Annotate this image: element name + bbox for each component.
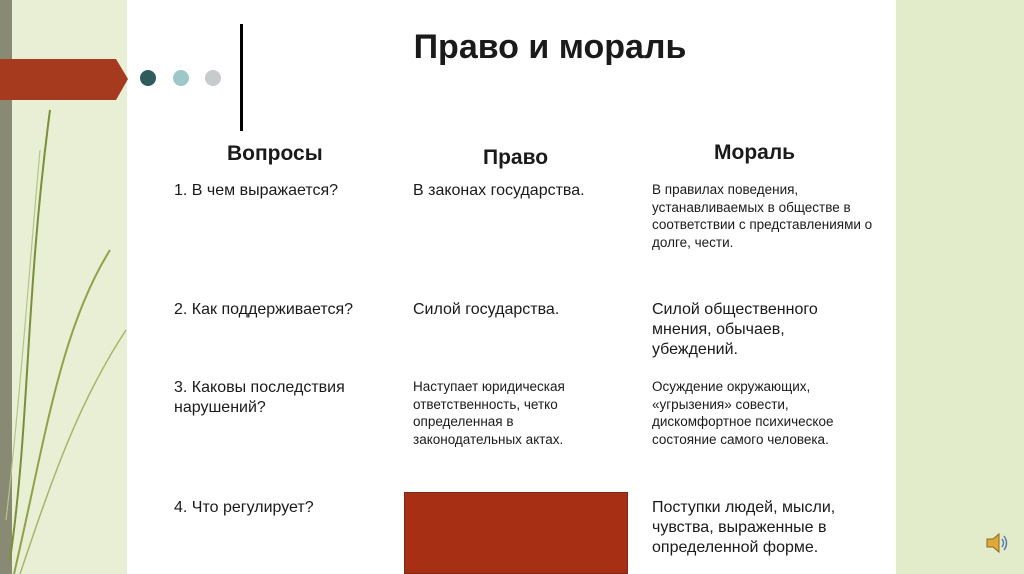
- header-law: Право: [483, 146, 549, 169]
- header-questions: Вопросы: [227, 142, 323, 165]
- decor-dot-dark: [140, 70, 156, 86]
- row1-morality: В правилах поведения, устанавливаемых в обществе в соответствии с представлениями о долге, чести.: [652, 182, 873, 250]
- header-morality: Мораль: [714, 141, 796, 164]
- row4-law-hidden-box[interactable]: [404, 492, 628, 574]
- row4-question: 4. Что регулирует?: [174, 499, 314, 516]
- decor-dot-light: [173, 70, 189, 86]
- row2-question: 2. Как поддерживается?: [174, 301, 354, 318]
- title-divider-line: [240, 24, 243, 131]
- row2-law: Силой государства.: [413, 301, 560, 318]
- row4-morality: Поступки людей, мысли, чувства, выраженные в определенной форме.: [652, 499, 836, 556]
- row3-morality: Осуждение окружающих, «угрызения» совести, дискомфортное психическое состояние самого человека.: [652, 379, 834, 447]
- red-arrow-bar: [0, 59, 128, 100]
- row1-question: 1. В чем выражается?: [174, 182, 339, 199]
- row2-morality: Силой общественного мнения, обычаев, убеждений.: [652, 301, 818, 358]
- slide-title: Право и мораль: [413, 28, 687, 66]
- decor-dot-gray: [205, 70, 221, 86]
- right-decor-panel: [896, 0, 1024, 574]
- speaker-icon[interactable]: [984, 530, 1010, 556]
- row3-question: 3. Каковы последствия нарушений?: [174, 379, 345, 416]
- row3-law: Наступает юридическая ответственность, четко определенная в законодательных актах.: [413, 379, 565, 447]
- row1-law: В законах государства.: [413, 182, 585, 199]
